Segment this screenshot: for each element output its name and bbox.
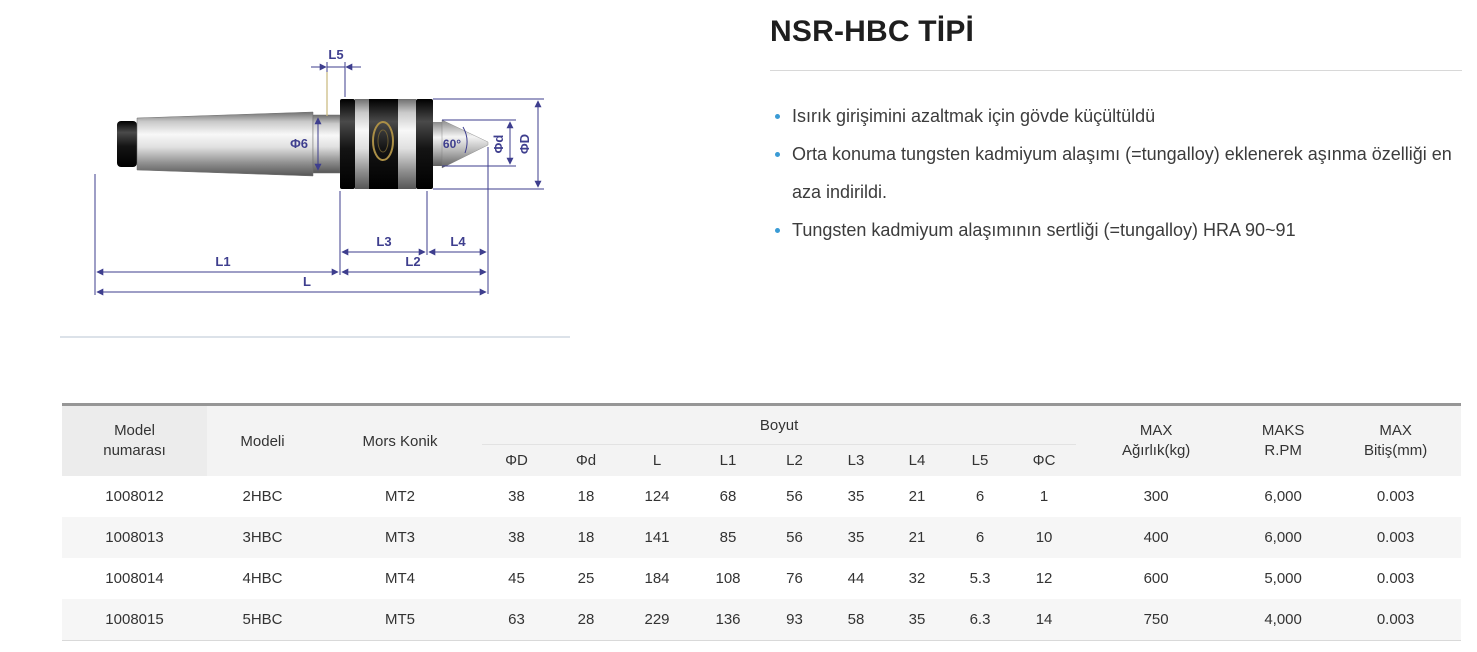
feature-item — [770, 135, 1462, 211]
table-cell: 400 — [1076, 517, 1236, 558]
feature-item — [770, 211, 1462, 249]
table-cell: 25 — [551, 558, 621, 599]
table-cell: 35 — [886, 599, 948, 641]
col-header-dim: L — [621, 445, 693, 477]
table-cell: 12 — [1012, 558, 1076, 599]
header-line: MAX — [1379, 422, 1412, 439]
table-cell: 85 — [693, 517, 763, 558]
table-cell: 2HBC — [207, 476, 318, 517]
table-header — [62, 405, 1461, 477]
product-info-panel — [770, 12, 1462, 249]
table-cell: 0.003 — [1330, 558, 1461, 599]
table-cell: 108 — [693, 558, 763, 599]
technical-drawing — [60, 14, 570, 344]
bullet-dot-icon — [775, 152, 780, 157]
col-header-modeli: Modeli — [207, 405, 318, 477]
feature-text: Isırık girişimini azaltmak için gövde küçültüldü — [792, 106, 1156, 126]
header-line: Model — [114, 422, 155, 439]
table-cell: 1008013 — [62, 517, 207, 558]
title-divider — [770, 70, 1462, 71]
table-cell: MT3 — [318, 517, 482, 558]
table-cell: 58 — [826, 599, 886, 641]
table-cell: 184 — [621, 558, 693, 599]
table-cell: 21 — [886, 517, 948, 558]
body-chrome-left — [355, 99, 369, 189]
table-cell: 68 — [693, 476, 763, 517]
table-cell: 18 — [551, 476, 621, 517]
table-cell: 35 — [826, 517, 886, 558]
dim-label-l2: L2 — [405, 254, 421, 269]
feature-text: Tungsten kadmiyum alaşımının sertliği (=tungalloy) HRA 90~91 — [792, 220, 1296, 240]
header-row-main — [62, 405, 1461, 445]
dim-label-phiD: ΦD — [517, 133, 532, 155]
table-cell: 1008015 — [62, 599, 207, 641]
header-line: MAX — [1139, 422, 1173, 439]
col-header-boyut: Boyut — [482, 405, 1076, 445]
table-cell: 10 — [1012, 517, 1076, 558]
body-chrome-right — [398, 99, 416, 189]
dim-label-l3: L3 — [376, 234, 392, 249]
feature-text: Orta konuma tungsten kadmiyum alaşımı (=tungalloy) eklenerek aşınma özelliği en aza indirildi. — [792, 144, 1452, 202]
table-cell: MT2 — [318, 476, 482, 517]
table-row — [62, 476, 1461, 517]
table-cell: 56 — [763, 476, 826, 517]
table-cell: 63 — [482, 599, 551, 641]
header-line: MAKS — [1261, 422, 1305, 439]
table-cell: 4,000 — [1236, 599, 1330, 641]
body-band-right — [416, 99, 433, 189]
page-title: NSR-HBC TİPİ — [770, 15, 975, 48]
table-body — [62, 476, 1461, 641]
table-cell: 5HBC — [207, 599, 318, 641]
table-cell: 21 — [886, 476, 948, 517]
table-cell: 93 — [763, 599, 826, 641]
table-cell: 6,000 — [1236, 517, 1330, 558]
dim-label-phid: Φd — [491, 134, 506, 154]
col-header-dim: L1 — [693, 445, 763, 477]
col-header-dim: ΦD — [482, 445, 551, 477]
feature-item — [770, 97, 1462, 135]
table-cell: 38 — [482, 476, 551, 517]
table-cell: 6 — [948, 476, 1012, 517]
col-header-dim: L2 — [763, 445, 826, 477]
col-header-dim: L5 — [948, 445, 1012, 477]
table-cell: 28 — [551, 599, 621, 641]
table-cell: 1008012 — [62, 476, 207, 517]
table-cell: 1008014 — [62, 558, 207, 599]
table-row — [62, 517, 1461, 558]
table-cell: MT4 — [318, 558, 482, 599]
shank-end-cap — [117, 121, 137, 167]
dim-label-angle: 60° — [442, 137, 462, 151]
col-header-dim: Φd — [551, 445, 621, 477]
bullet-dot-icon — [775, 114, 780, 119]
table-cell: 38 — [482, 517, 551, 558]
table-cell: 229 — [621, 599, 693, 641]
table-cell: 0.003 — [1330, 599, 1461, 641]
table-cell: 0.003 — [1330, 476, 1461, 517]
table-cell: 5,000 — [1236, 558, 1330, 599]
col-header-maks-rpm — [1236, 405, 1330, 477]
header-line: R.PM — [1264, 442, 1302, 459]
table-cell: MT5 — [318, 599, 482, 641]
table-cell: 5.3 — [948, 558, 1012, 599]
col-header-max-finish — [1330, 405, 1461, 477]
table-cell: 300 — [1076, 476, 1236, 517]
table-cell: 45 — [482, 558, 551, 599]
table-cell: 6.3 — [948, 599, 1012, 641]
dim-label-l: L — [303, 274, 311, 289]
morse-taper-shank — [137, 112, 313, 176]
col-header-dim: L3 — [826, 445, 886, 477]
bullet-dot-icon — [775, 228, 780, 233]
table-cell: 6 — [948, 517, 1012, 558]
table-cell: 18 — [551, 517, 621, 558]
table-cell: 35 — [826, 476, 886, 517]
table-cell: 32 — [886, 558, 948, 599]
dim-label-phi6: Φ6 — [290, 136, 308, 151]
body-band-left — [340, 99, 355, 189]
feature-list — [770, 97, 1462, 249]
dim-label-l4: L4 — [450, 234, 466, 249]
table-cell: 6,000 — [1236, 476, 1330, 517]
table-cell: 3HBC — [207, 517, 318, 558]
table-row — [62, 599, 1461, 641]
table-cell: 141 — [621, 517, 693, 558]
dim-label-l5: L5 — [328, 47, 344, 62]
table-row — [62, 558, 1461, 599]
table-cell: 136 — [693, 599, 763, 641]
table-cell: 750 — [1076, 599, 1236, 641]
col-header-mors-konik: Mors Konik — [318, 405, 482, 477]
col-header-dim: L4 — [886, 445, 948, 477]
spec-table — [62, 403, 1461, 641]
table-cell: 124 — [621, 476, 693, 517]
dead-center-diagram — [60, 14, 570, 344]
dim-label-l1: L1 — [215, 254, 231, 269]
table-cell: 76 — [763, 558, 826, 599]
header-line: Ağırlık(kg) — [1121, 442, 1191, 459]
table-cell: 600 — [1076, 558, 1236, 599]
table-cell: 56 — [763, 517, 826, 558]
tip-stub — [433, 122, 442, 166]
table-cell: 14 — [1012, 599, 1076, 641]
table-cell: 4HBC — [207, 558, 318, 599]
table-cell: 1 — [1012, 476, 1076, 517]
col-header-model-number — [62, 405, 207, 477]
col-header-dim: ΦC — [1012, 445, 1076, 477]
table-cell: 44 — [826, 558, 886, 599]
header-line: Bitiş(mm) — [1363, 442, 1428, 459]
neck-cylinder — [313, 115, 340, 173]
col-header-max-weight — [1076, 405, 1236, 477]
header-line: numarası — [103, 442, 166, 459]
table-cell: 0.003 — [1330, 517, 1461, 558]
